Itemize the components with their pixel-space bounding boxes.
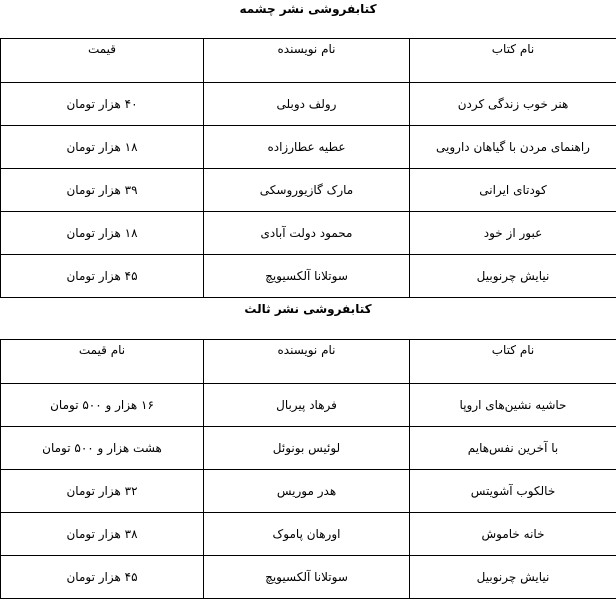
header-author: نام نویسنده — [204, 340, 410, 384]
table-header-row — [1, 39, 616, 83]
author-cell: فرهاد پیربال — [204, 384, 410, 427]
author-cell: سوتلانا آلکسیویچ — [204, 255, 410, 298]
price-cell: ۴۵ هزار تومان — [1, 255, 204, 298]
table-row — [1, 169, 616, 212]
table-row — [1, 212, 616, 255]
header-author: نام نویسنده — [204, 39, 410, 83]
table-row — [1, 513, 616, 556]
table-row — [1, 255, 616, 298]
book-name-cell: خالکوب آشویتس — [410, 470, 616, 513]
author-cell: سوتلانا آلکسیویچ — [204, 556, 410, 599]
author-cell: محمود دولت آبادی — [204, 212, 410, 255]
author-cell: لوئیس بونوئل — [204, 427, 410, 470]
book-name-cell: هنر خوب زندگی کردن — [410, 83, 616, 126]
book-name-cell: نیایش چرنوبیل — [410, 255, 616, 298]
table-row — [1, 427, 616, 470]
price-cell: ۳۸ هزار تومان — [1, 513, 204, 556]
author-cell: اورهان پاموک — [204, 513, 410, 556]
price-cell: ۱۶ هزار و ۵۰۰ تومان — [1, 384, 204, 427]
price-cell: هشت هزار و ۵۰۰ تومان — [1, 427, 204, 470]
table-row — [1, 384, 616, 427]
books-table-cheshmeh — [0, 38, 616, 298]
price-cell: ۱۸ هزار تومان — [1, 212, 204, 255]
book-name-cell: کودتای ایرانی — [410, 169, 616, 212]
books-table-sales — [0, 339, 616, 599]
table-row — [1, 470, 616, 513]
header-book-name: نام کتاب — [410, 39, 616, 83]
book-name-cell: حاشیه نشین‌های اروپا — [410, 384, 616, 427]
header-book-name: نام کتاب — [410, 340, 616, 384]
header-price: قیمت — [1, 39, 204, 83]
table-header-row — [1, 340, 616, 384]
price-cell: ۴۵ هزار تومان — [1, 556, 204, 599]
price-cell: ۴۰ هزار تومان — [1, 83, 204, 126]
author-cell: مارک گازیوروسکی — [204, 169, 410, 212]
author-cell: عطیه عطارزاده — [204, 126, 410, 169]
book-name-cell: با آخرین نفس‌هایم — [410, 427, 616, 470]
header-price: نام قیمت — [1, 340, 204, 384]
book-name-cell: عبور از خود — [410, 212, 616, 255]
price-cell: ۱۸ هزار تومان — [1, 126, 204, 169]
price-cell: ۳۹ هزار تومان — [1, 169, 204, 212]
section-title-cheshmeh: کتابفروشی نشر چشمه — [239, 2, 377, 16]
book-name-cell: راهنمای مردن با گیاهان دارویی — [410, 126, 616, 169]
table-row — [1, 126, 616, 169]
book-name-cell: خانه خاموش — [410, 513, 616, 556]
section-title-sales: کتابفروشی نشر ثالث — [244, 302, 372, 316]
table-row — [1, 556, 616, 599]
author-cell: هدر موریس — [204, 470, 410, 513]
author-cell: رولف دوبلی — [204, 83, 410, 126]
book-name-cell: نیایش چرنوبیل — [410, 556, 616, 599]
table-row — [1, 83, 616, 126]
price-cell: ۳۲ هزار تومان — [1, 470, 204, 513]
